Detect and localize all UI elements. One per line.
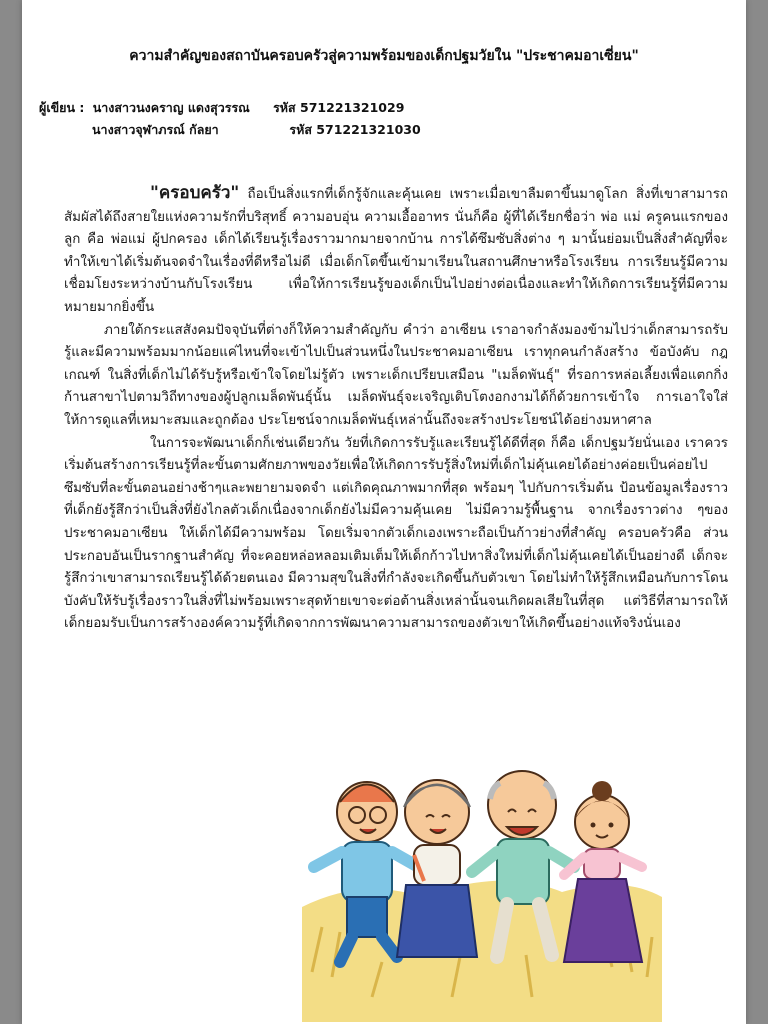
paragraph: ในการจะพัฒนาเด็กก็เช่นเดียวกัน วัยที่เกิดการรับรู้และเรียนรู้ได้ดีที่สุด ก็คือ เด็กปฐมวัยนั่นเอง เราควรเริ่มต้นสร้างการเรียนรู้ที่ละขั้นตามศักยภาพของวัยเพื่อให้เกิดการรับรู้สิ่งใหม่ที่เด็กไม่คุ้นเคยได้อย่างค่อยเป็นค่อยไป ซึมซับที่ละขั้นตอนอย่างช้าๆและพยายามจดจำ แต่เกิดคุณภาพมากที่สุด พร้อมๆ ไปกับการเริ่มต้น ป้อนข้อมูลเรื่องราวที่เด็กยังรู้สึกว่าเป็นสิ่งที่ยังไกลตัวเด็กเนื่องจากเด็กยังไม่มีความคุ้นเคย ไม่มีความรู้พื้นฐาน จากเรื่องราวต่าง ๆของประชาคมอาเซียน ให้เด็กได้มีความพร้อม โดยเริ่มจากตัวเด็กเองเพราะถือเป็นก้าวย่างที่สำคัญ ครอบครัวคือ ส่วนประกอบอันเป็นรากฐานสำคัญ ที่จะคอยหล่อหลอมเติมเต็มให้เด็กก้าวไปหาสิ่งใหม่ที่เด็กไม่คุ้นเคยได้เป็นอย่างดี เด็กจะรู้สึกว่าเขาสามารถเรียนรู้ได้ด้วยตนเอง มีความสุขในสิ่งที่กำลังจะเกิดขึ้นกับตัวเขา โดยไม่ทำให้รู้สึกเหมือนกับการโดนบังคับให้รับรู้เรื่องราวในสิ่งที่ไม่พร้อมเพราะสุดท้ายเขาจะต่อต้านสิ่งเหล่านั้นจนเกิดผลเสียในที่สุด แต่วิธีที่สามารถให้เด็กยอมรับเป็นการสร้างองค์ความรู้ที่เกิดจากการพัฒนาความสามารถของตัวเขาให้เกิดขึ้นอย่างแท้จริงนั่นเอง (64, 435, 728, 632)
paragraph (64, 182, 728, 320)
authors-label: ผู้เขียน : (39, 100, 85, 115)
author-name: นางสาวนงคราญ แดงสุวรรณ (92, 100, 250, 115)
lead-word: "ครอบครัว" (150, 183, 240, 203)
document-page (22, 0, 746, 1024)
article-body (64, 182, 728, 636)
author-id: รหัส 571221321029 (273, 100, 405, 115)
paragraph-text: ถือเป็นสิ่งแรกที่เด็กรู้จักและคุ้นเคย เพราะเมื่อเขาลืมตาขึ้นมาดูโลก สิ่งที่เขาสามารถสัมผัสได้ถึงสายใยแห่งความรักที่บริสุทธิ์ ความอบอุ่น ความเอื้ออาทร นั่นก็คือ ผู้ที่ได้เรียกชื่อว่า พ่อ แม่ ครูคนแรกของลูก คือ พ่อแม่ ผู้ปกครอง เด็กได้เรียนรู้เรื่องราวมากมายจากบ้าน การได้ซึมซับสิ่งต่าง ๆ มานั้นย่อมเป็นสิ่งสำคัญที่จะทำให้เขาได้เริ่มต้นจดจำในเรื่องที่ดีหรือไม่ดี เมื่อเด็กโตขึ้นเข้ามาเรียนในสถานศึกษาหรือโรงเรียน การเรียนรู้มีความเชื่อมโยงระหว่างบ้านกับโรงเรียน เพื่อให้การเรียนรู้ของเด็กเป็นไปอย่างต่อเนื่องและทำให้เกิดการเรียนรู้ที่มีความหมายมากยิ่งขึ้น (64, 187, 728, 315)
author-row-2 (92, 120, 421, 140)
family-dancing-illustration (302, 757, 662, 1022)
paragraph: ภายใต้กระแสสังคมปัจจุบันที่ต่างก็ให้ความสำคัญกับ คำว่า อาเซียน เราอาจกำลังมองข้ามไปว่าเด็กสามารถรับรู้และมีความพร้อมมากน้อยแค่ไหนที่จะเข้าไปเป็นส่วนหนึ่งในประชาคมอาเซียน เราทุกคนกำลังสร้าง ข้อบังคับ กฎเกณฑ์ ในสิ่งที่เด็กไม่ได้รับรู้หรือเข้าใจโดยไม่รู้ตัว เพราะเด็กเปรียบเสมือน "เมล็ดพันธุ์" ที่รอการหล่อเลี้ยงเพื่อแตกกิ่งก้านสาขาไปตามวิถีทางของผู้ปลูกเมล็ดพันธุ์นั้น เมล็ดพันธุ์จะเจริญเติบโตงอกงามได้ก็ด้วยการเข้าใจ การเอาใจใส่ ให้การดูแลที่เหมาะสมและถูกต้อง ประโยชน์จากเมล็ดพันธุ์เหล่านั้นถึงจะสร้างประโยชน์ได้อย่างมหาศาล (64, 322, 728, 428)
document-title: ความสำคัญของสถาบันครอบครัวสู่ความพร้อมของเด็กปฐมวัยใน "ประชาคมอาเซี่ยน" (129, 48, 639, 64)
author-name: นางสาวจุฬาภรณ์ กัลยา (92, 122, 219, 137)
author-row-1 (39, 98, 404, 118)
author-id: รหัส 571221321030 (289, 122, 421, 137)
